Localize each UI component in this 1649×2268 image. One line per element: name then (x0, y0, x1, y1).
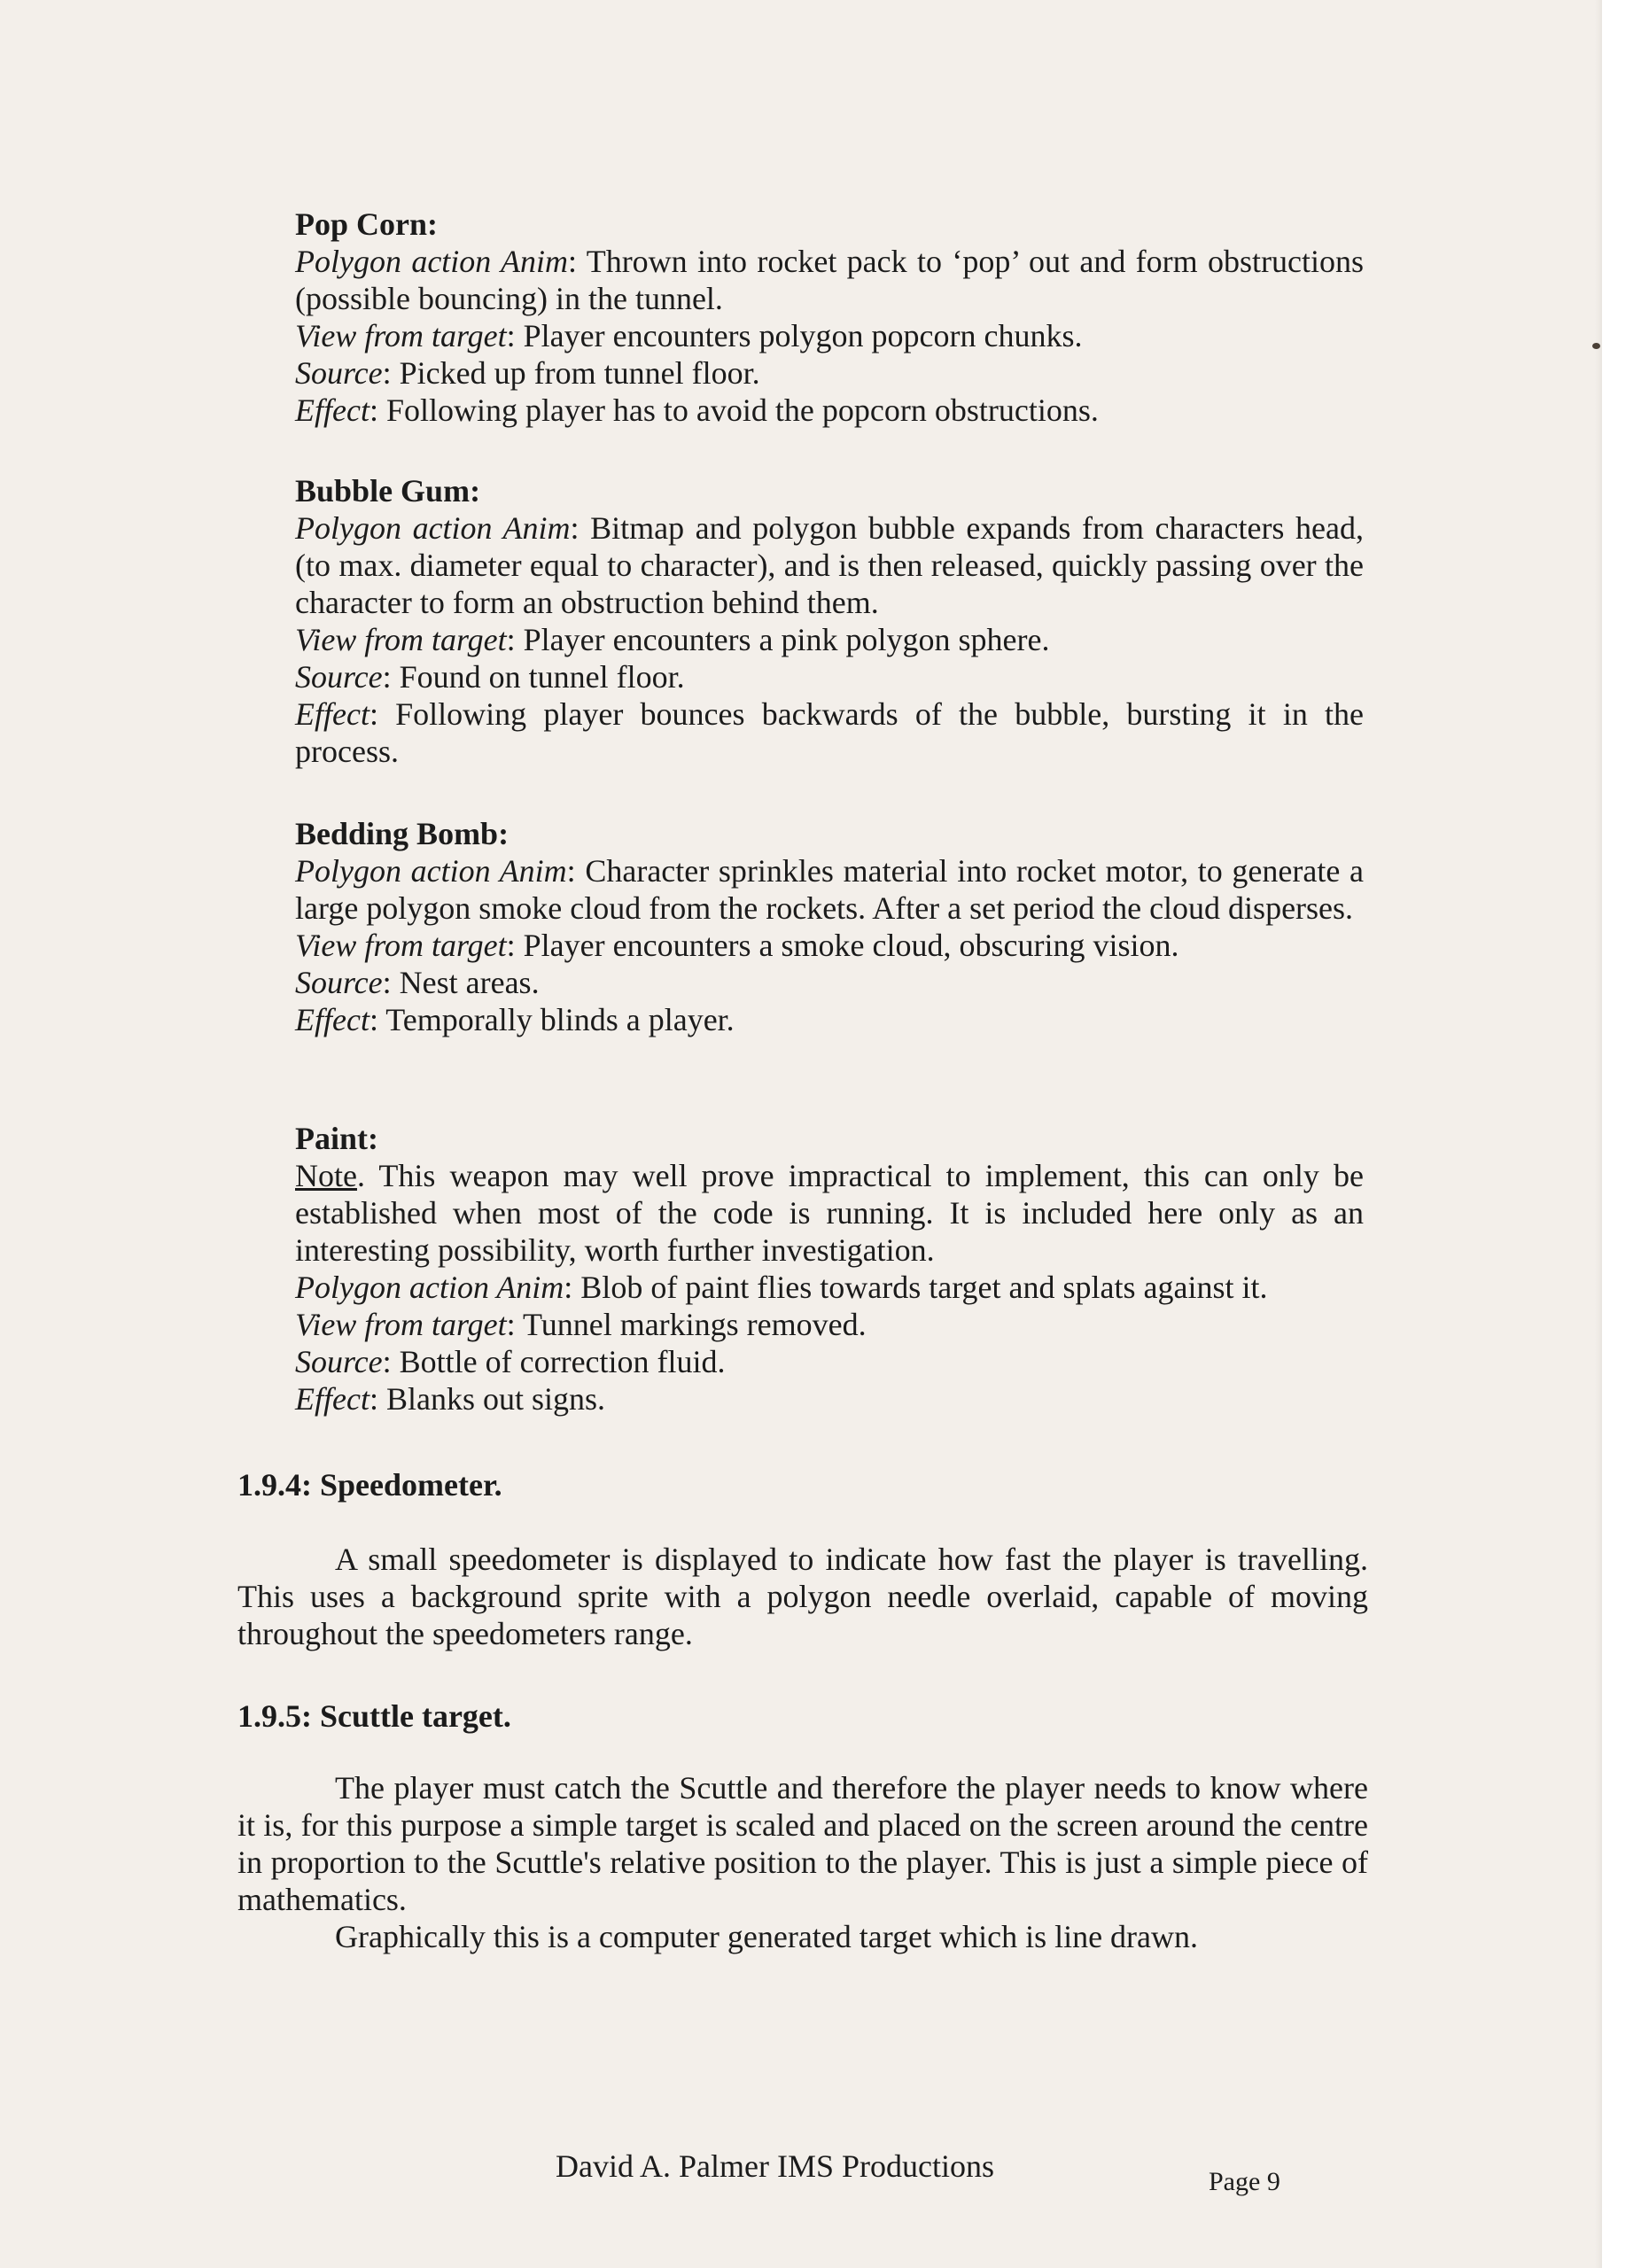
weapon-effect-line (295, 1001, 1364, 1038)
effect-text: : Following player bounces backwards of the bubble, bursting it in the process. (295, 696, 1364, 769)
weapon-anim-line (295, 852, 1364, 927)
section-heading-scuttle-target: 1.9.5: Scuttle target. (237, 1698, 511, 1734)
weapon-title: Bedding Bomb: (295, 816, 509, 851)
source-text: : Found on tunnel floor. (382, 659, 685, 695)
weapon-anim-line (295, 243, 1364, 317)
anim-label: Polygon action Anim (295, 244, 568, 279)
paragraph: Graphically this is a computer generated target which is line drawn. (335, 1919, 1199, 1954)
weapon-anim-line (295, 1269, 1364, 1306)
source-text: : Picked up from tunnel floor. (382, 355, 760, 391)
effect-label: Effect (295, 1381, 369, 1417)
view-text: : Tunnel markings removed. (506, 1307, 867, 1342)
scanner-margin (1602, 0, 1649, 2268)
footer-author: David A. Palmer IMS Productions (556, 2148, 994, 2184)
weapon-view-line (295, 621, 1364, 658)
anim-label: Polygon action Anim (295, 853, 567, 889)
effect-text: : Following player has to avoid the popcorn obstructions. (369, 392, 1099, 428)
section-body-speedometer (237, 1541, 1368, 1652)
view-text: : Player encounters a pink polygon sphere. (506, 622, 1050, 657)
weapon-note-line (295, 1157, 1364, 1269)
source-text: : Bottle of correction fluid. (382, 1344, 726, 1379)
weapon-popcorn (295, 206, 1364, 429)
weapon-title: Pop Corn: (295, 206, 438, 242)
view-label: View from target (295, 1307, 507, 1342)
weapon-title: Bubble Gum: (295, 473, 481, 509)
weapon-effect-line (295, 695, 1364, 770)
weapon-anim-line (295, 509, 1364, 621)
anim-label: Polygon action Anim (295, 510, 571, 546)
section-heading-speedometer: 1.9.4: Speedometer. (237, 1467, 502, 1503)
source-label: Source (295, 965, 383, 1000)
weapon-effect-line (295, 392, 1364, 429)
weapon-paint (295, 1120, 1364, 1418)
view-label: View from target (295, 928, 507, 963)
weapon-source-line (295, 964, 1364, 1001)
effect-label: Effect (295, 696, 369, 732)
source-label: Source (295, 1344, 383, 1379)
effect-label: Effect (295, 392, 369, 428)
weapon-bedding-bomb (295, 815, 1364, 1038)
view-text: : Player encounters polygon popcorn chunks. (506, 318, 1083, 353)
anim-label: Polygon action Anim (295, 1270, 564, 1305)
anim-text: : Character sprinkles material into rocket motor, to generate a large polygon smoke cloud from the rockets. After a set period the cloud disperses. (295, 853, 1364, 926)
ink-speck (1592, 343, 1600, 349)
page-number: Page 9 (1209, 2167, 1280, 2196)
weapon-view-line (295, 1306, 1364, 1343)
note-text: . This weapon may well prove impractical to implement, this can only be established when most of the code is running. It is included here only as an interesting possibility, worth further investigation. (295, 1158, 1364, 1268)
view-label: View from target (295, 622, 507, 657)
view-text: : Player encounters a smoke cloud, obscuring vision. (506, 928, 1179, 963)
source-text: : Nest areas. (382, 965, 540, 1000)
effect-text: : Temporally blinds a player. (369, 1002, 735, 1037)
paragraph: The player must catch the Scuttle and therefore the player needs to know where it is, for this purpose a simple target is scaled and placed on the screen around the centre in proportion to the Scuttle's relative position to the player. This is just a simple piece of mathematics. (237, 1770, 1368, 1917)
anim-text: : Thrown into rocket pack to ‘pop’ out and form obstructions (possible bouncing) in the tunnel. (295, 244, 1364, 316)
weapon-title: Paint: (295, 1121, 378, 1156)
source-label: Source (295, 355, 383, 391)
weapon-view-line (295, 317, 1364, 354)
section-body-scuttle-target (237, 1769, 1368, 1955)
weapon-source-line (295, 1343, 1364, 1380)
source-label: Source (295, 659, 383, 695)
paragraph: A small speedometer is displayed to indicate how fast the player is travelling. This uses a background sprite with a polygon needle overlaid, capable of moving throughout the speedometers range. (237, 1542, 1368, 1651)
effect-label: Effect (295, 1002, 369, 1037)
weapon-effect-line (295, 1380, 1364, 1418)
weapon-source-line (295, 354, 1364, 392)
anim-text: : Bitmap and polygon bubble expands from characters head, (to max. diameter equal to character), and is then released, quickly passing over the character to form an obstruction behind them. (295, 510, 1364, 620)
anim-text: : Blob of paint flies towards target and splats against it. (564, 1270, 1268, 1305)
note-label: Note (295, 1158, 357, 1193)
effect-text: : Blanks out signs. (369, 1381, 605, 1417)
weapon-bubble-gum (295, 472, 1364, 770)
weapon-source-line (295, 658, 1364, 695)
weapon-view-line (295, 927, 1364, 964)
view-label: View from target (295, 318, 507, 353)
